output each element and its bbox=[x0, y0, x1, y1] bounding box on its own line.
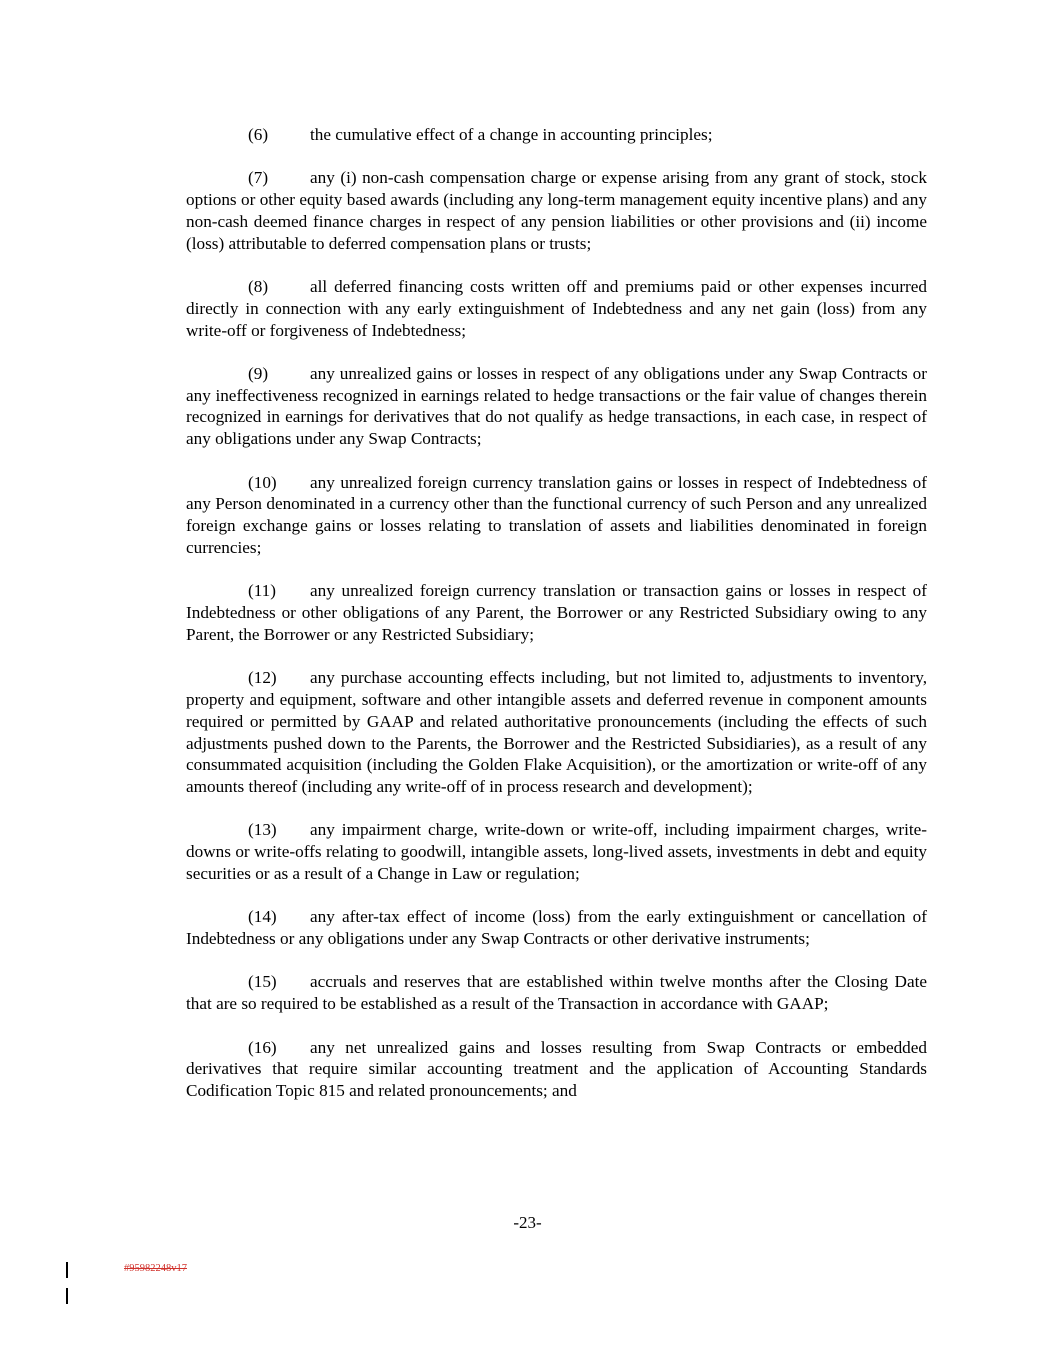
document-body bbox=[186, 124, 927, 1123]
clause-9 bbox=[186, 363, 927, 450]
clause-8 bbox=[186, 276, 927, 341]
clause-14 bbox=[186, 906, 927, 950]
clause-15 bbox=[186, 971, 927, 1015]
page-number: -23- bbox=[513, 1213, 542, 1232]
clause-number: (15) bbox=[248, 972, 277, 992]
clause-text: any net unrealized gains and losses resulting from Swap Contracts or embedded derivatives that require similar accounting treatment and the application of Accounting Standards Codification Topic 815 and related pronouncements; and bbox=[186, 1037, 927, 1101]
clause-text: all deferred financing costs written off and premiums paid or other expenses incurred directly in connection with any early extinguishment of Indebtedness and any net gain (loss) from any write-off or forgiveness of Indebtedness; bbox=[186, 276, 927, 340]
clause-10 bbox=[186, 472, 927, 559]
clause-text: any unrealized foreign currency translation or transaction gains or losses in respect of Indebtedness or other obligations of any Parent, the Borrower or any Restricted Subsidiary owing to any Parent, the Borrower or any Restricted Subsidiary; bbox=[186, 581, 927, 644]
clause-13 bbox=[186, 819, 927, 884]
change-bar bbox=[66, 1288, 68, 1304]
clause-6 bbox=[186, 124, 927, 146]
clause-number: (14) bbox=[248, 907, 277, 927]
clause-number: (8) bbox=[248, 276, 269, 296]
clause-number: (16) bbox=[248, 1037, 277, 1057]
clause-text: any after-tax effect of income (loss) from the early extinguishment or cancellation of Indebtedness or any obligations under any Swap Contracts or other derivative instruments; bbox=[186, 907, 927, 949]
clause-16 bbox=[186, 1037, 927, 1102]
clause-number: (7) bbox=[248, 168, 269, 188]
clause-text: accruals and reserves that are established within twelve months after the Closing Date that are so required to be established as a result of the Transaction in accordance with GAAP; bbox=[186, 972, 927, 1014]
clause-text: any unrealized foreign currency translation gains or losses in respect of Indebtedness of any Person denominated in a currency other than the functional currency of such Person and any unrealized foreign exchange gains or losses relating to translation of assets and liabilities denominated in foreign currencies; bbox=[186, 472, 927, 557]
clause-12 bbox=[186, 667, 927, 798]
clause-text: the cumulative effect of a change in accounting principles; bbox=[310, 125, 713, 144]
clause-text: any impairment charge, write-down or write-off, including impairment charges, write-downs or write-offs relating to goodwill, intangible assets, long-lived assets, investments in debt and equity securities or as a result of a Change in Law or regulation; bbox=[186, 820, 927, 884]
document-id: #95982248v17 bbox=[124, 1263, 187, 1274]
clause-number: (12) bbox=[248, 668, 277, 688]
clause-11 bbox=[186, 580, 927, 645]
clause-text: any unrealized gains or losses in respect of any obligations under any Swap Contracts or any ineffectiveness recognized in earnings related to hedge transactions or the fair value of changes therein recognized in earnings for derivatives that do not qualify as hedge transactions, in each case, in respect of any obligations under any Swap Contracts; bbox=[186, 363, 927, 449]
change-bar bbox=[66, 1262, 68, 1278]
clause-text: any purchase accounting effects including, but not limited to, adjustments to inventory, property and equipment, software and other intangible assets and deferred revenue in component amounts required or permitted by GAAP and related authoritative pronouncements (including the effects of such adjustments pushed down to the Parents, the Borrower and the Restricted Subsidiaries), as a result of any consummated acquisition (including the Golden Flake Acquisition), or the amortization or write-off of any amounts thereof (including any write-off of in process research and development); bbox=[186, 668, 927, 797]
clause-number: (11) bbox=[248, 581, 276, 601]
clause-number: (6) bbox=[248, 125, 269, 144]
clause-text: any (i) non-cash compensation charge or expense arising from any grant of stock, stock options or other equity based awards (including any long-term management equity incentive plans) and any non-cash deemed finance charges in respect of any pension liabilities or other provisions and (ii) income (loss) attributable to deferred compensation plans or trusts; bbox=[186, 168, 927, 253]
clause-number: (10) bbox=[248, 472, 277, 492]
clause-number: (9) bbox=[248, 363, 269, 383]
clause-7 bbox=[186, 167, 927, 254]
clause-number: (13) bbox=[248, 820, 277, 840]
